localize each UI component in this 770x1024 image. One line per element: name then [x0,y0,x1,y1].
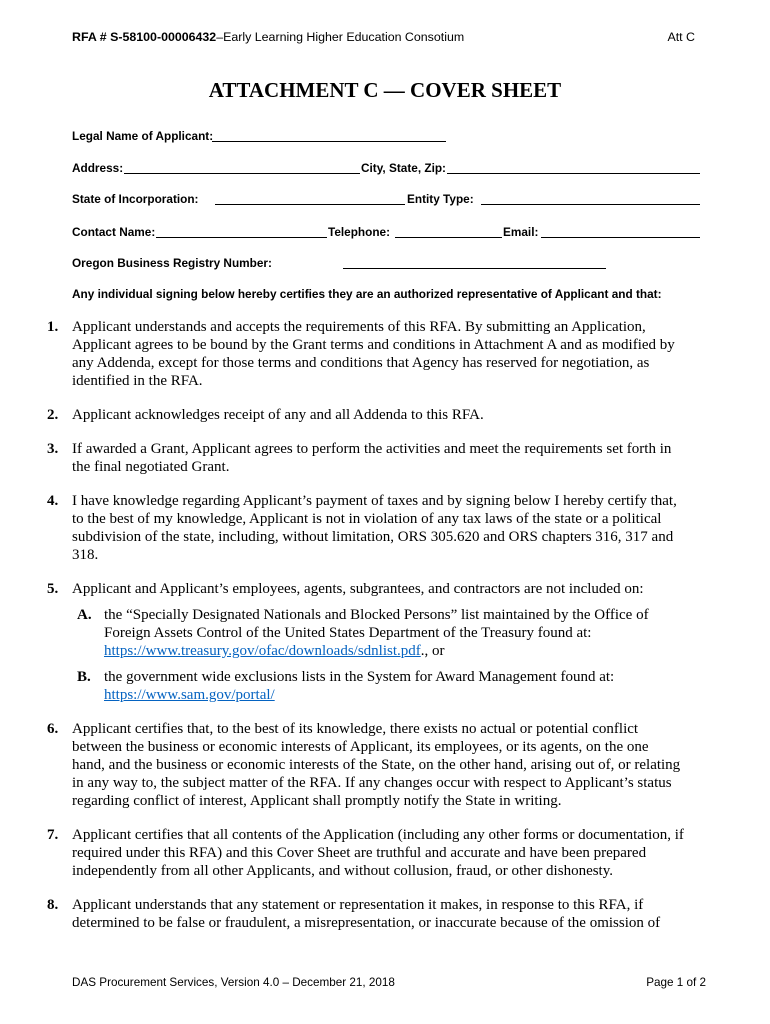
clause-text-line: Applicant understands that any statement or representation it makes, in response to this RFA, if [72,897,644,913]
contact-name-field [156,224,327,238]
clause-text-line: regarding conflict of interest, Applicant shall promptly notify the State in writing. [72,793,562,809]
clause-number: 2. [47,407,59,423]
clause-number: 8. [47,897,59,913]
city-state-zip-label: City, State, Zip: [361,161,446,175]
clause-text-line: I have knowledge regarding Applicant’s payment of taxes and by signing below I hereby certify that, [72,493,677,509]
clause-text-line: any Addenda, except for those terms and conditions that Agency has reserved for negotiation, as [72,355,650,371]
oregon-registry-field [343,255,606,269]
attachment-tag: Att C [667,30,695,44]
subclause-link-line [104,642,770,660]
state-of-incorporation-label: State of Incorporation: [72,192,199,206]
clause-number: 6. [47,721,59,737]
form-row-address [0,160,770,176]
clause-text-line: Applicant certifies that, to the best of its knowledge, there exists no actual or potential conflict [72,721,639,737]
form-row-incorporation [0,191,770,207]
form-row-contact [0,224,770,240]
clause-text-line: subdivision of the state, including, without limitation, ORS 305.620 and ORS chapters 316, 317 and [72,529,674,545]
certification-list [0,318,770,948]
telephone-field [395,224,502,238]
subclause-a [0,606,770,660]
program-name: –Early Learning Higher Education Consotium [216,30,465,44]
clause-2 [0,406,770,424]
running-header [72,30,464,45]
clause-number: 1. [47,319,59,335]
telephone-label: Telephone: [328,225,391,239]
clause-text-line: required under this RFA) and this Cover Sheet are truthful and accurate and have been prepared [72,845,647,861]
form-row-registry [0,255,770,271]
oregon-registry-label: Oregon Business Registry Number: [72,256,272,270]
page-number: Page 1 of 2 [646,976,706,989]
clause-8 [0,896,770,932]
clause-text-line: independently from all other Applicants, and without collusion, fraud, or other dishonesty. [72,863,614,879]
legal-name-label: Legal Name of Applicant: [72,129,214,143]
clause-number: 5. [47,581,59,597]
clause-number: 7. [47,827,59,843]
clause-text-line: 318. [72,547,99,563]
subclause-letter: A. [77,607,92,623]
email-field [541,224,700,238]
sam-portal-link[interactable]: https://www.sam.gov/portal/ [104,687,275,703]
subclause-text-line: the “Specially Designated Nationals and Blocked Persons” list maintained by the Office of [104,607,649,623]
state-of-incorporation-field [215,191,405,205]
clause-text-line: the final negotiated Grant. [72,459,230,475]
certification-intro: Any individual signing below hereby certifies they are an authorized representative of Applicant and that: [72,287,662,301]
entity-type-field [481,191,700,205]
clause-text-line: Applicant understands and accepts the requirements of this RFA. By submitting an Application, [72,319,646,335]
clause-text-line: determined to be false or fraudulent, a misrepresentation, or inaccurate because of the omission of [72,915,661,931]
clause-6 [0,720,770,810]
subclause-letter: B. [77,669,91,685]
subclause-text-line: Foreign Assets Control of the United States Department of the Treasury found at: [104,625,592,641]
footer-version: DAS Procurement Services, Version 4.0 – December 21, 2018 [72,976,395,989]
address-label: Address: [72,161,124,175]
clause-text-line: between the business or economic interests of Applicant, its employees, or its agents, on the one [72,739,649,755]
clause-3 [0,440,770,476]
address-field [124,160,360,174]
clause-5 [0,580,770,704]
link-suffix: ., or [420,643,445,659]
city-state-zip-field [447,160,700,174]
clause-text-line: Applicant acknowledges receipt of any and all Addenda to this RFA. [72,407,484,423]
subclause-b [0,668,770,704]
clause-1 [0,318,770,390]
form-row-legal-name [0,128,770,144]
rfa-number: RFA # S-58100-00006432 [72,30,217,44]
sdn-list-link[interactable]: https://www.treasury.gov/ofac/downloads/sdnlist.pdf [104,643,421,659]
entity-type-label: Entity Type: [407,192,474,206]
clause-text-line: Applicant certifies that all contents of the Application (including any other forms or documentation, if [72,827,684,843]
clause-number: 4. [47,493,59,509]
clause-4 [0,492,770,564]
clause-number: 3. [47,441,59,457]
clause-text-line: hand, and the business or economic interests of the State, on the other hand, arising out of, or relating [72,757,681,773]
email-label: Email: [503,225,539,239]
clause-text-line: Applicant and Applicant’s employees, agents, subgrantees, and contractors are not included on: [72,581,644,597]
contact-name-label: Contact Name: [72,225,156,239]
clause-7 [0,826,770,880]
subclause-text-line: the government wide exclusions lists in the System for Award Management found at: [104,669,615,685]
clause-text-line: Applicant agrees to be bound by the Grant terms and conditions in Attachment A and as modified by [72,337,675,353]
legal-name-field [212,128,446,142]
clause-text-line: identified in the RFA. [72,373,203,389]
clause-text-line: in any way to, the subject matter of the RFA. If any changes occur with respect to Applicant’s status [72,775,672,791]
subclause-link-line [104,686,770,704]
clause-text-line: If awarded a Grant, Applicant agrees to perform the activities and meet the requirements set forth in [72,441,672,457]
page-title: ATTACHMENT C — COVER SHEET [208,78,562,102]
clause-text-line: to the best of my knowledge, Applicant is not in violation of any tax laws of the state or a political [72,511,662,527]
